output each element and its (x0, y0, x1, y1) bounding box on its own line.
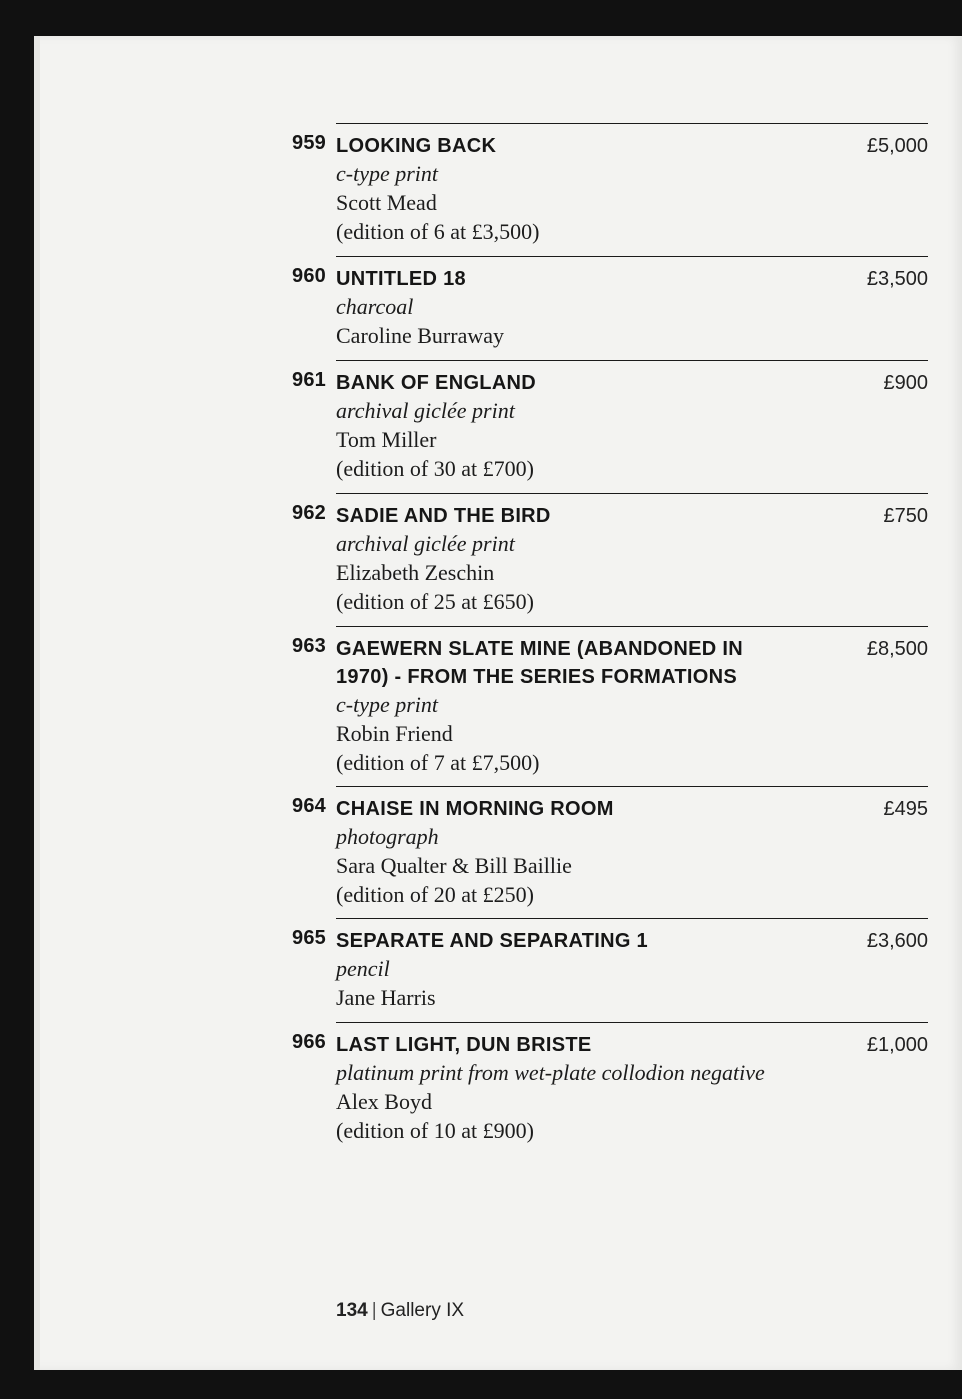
lot-number: 962 (292, 502, 326, 524)
catalogue-entry-960 (292, 256, 928, 350)
footer-separator: | (371, 1300, 377, 1321)
edition-info: (edition of 10 at £900) (336, 1118, 534, 1143)
catalogue-entry-964 (292, 786, 928, 909)
artwork-title: SEPARATE AND SEPARATING 1 (336, 930, 648, 952)
artwork-medium: c-type print (336, 161, 439, 186)
artist-name: Robin Friend (336, 721, 453, 746)
artist-name: Alex Boyd (336, 1089, 432, 1114)
artist-name: Jane Harris (336, 985, 436, 1010)
edition-info: (edition of 25 at £650) (336, 589, 534, 614)
artwork-medium: c-type print (336, 692, 439, 717)
artwork-title: LAST LIGHT, DUN BRISTE (336, 1034, 592, 1056)
artwork-title: CHAISE IN MORNING ROOM (336, 798, 614, 820)
artwork-title: BANK OF ENGLAND (336, 372, 537, 394)
lot-number: 960 (292, 265, 326, 287)
artwork-price: £900 (883, 372, 928, 394)
artwork-title: LOOKING BACK (336, 135, 497, 157)
artist-name: Elizabeth Zeschin (336, 560, 495, 585)
artwork-title: UNTITLED 18 (336, 268, 466, 290)
artwork-price: £8,500 (866, 638, 928, 660)
section-name: Gallery IX (380, 1300, 465, 1321)
artist-name: Sara Qualter & Bill Baillie (336, 853, 572, 878)
artwork-price: £5,000 (866, 135, 928, 157)
lot-number: 959 (292, 132, 326, 154)
artwork-title: SADIE AND THE BIRD (336, 505, 551, 527)
artist-name: Tom Miller (336, 427, 437, 452)
artwork-medium: archival giclée print (336, 398, 515, 423)
catalogue-entry-959 (292, 123, 928, 246)
catalogue-entry-966 (292, 1022, 928, 1145)
artwork-medium: archival giclée print (336, 531, 515, 556)
lot-number: 961 (292, 369, 326, 391)
catalogue-entry-965 (292, 918, 928, 1012)
page-number: 134 (336, 1300, 368, 1321)
artwork-title: GAEWERN SLATE MINE (ABANDONED IN 1970) - FROM THE SERIES FORMATIONS (336, 638, 744, 688)
artwork-price: £3,600 (866, 930, 928, 952)
artwork-price: £3,500 (866, 268, 928, 290)
lot-number: 964 (292, 795, 326, 817)
edition-info: (edition of 20 at £250) (336, 882, 534, 907)
artwork-medium: photograph (336, 824, 439, 849)
catalogue-entry-961 (292, 360, 928, 483)
artist-name: Scott Mead (336, 190, 437, 215)
lot-number: 966 (292, 1031, 326, 1053)
artwork-medium: platinum print from wet-plate collodion negative (336, 1060, 765, 1085)
artwork-medium: pencil (336, 956, 390, 981)
artwork-medium: charcoal (336, 294, 414, 319)
lot-number: 965 (292, 927, 326, 949)
artwork-price: £750 (883, 505, 928, 527)
catalogue-entry-963 (292, 626, 928, 777)
lot-number: 963 (292, 635, 326, 657)
edition-info: (edition of 7 at £7,500) (336, 750, 540, 775)
page-edge (34, 36, 40, 1370)
edition-info: (edition of 6 at £3,500) (336, 219, 540, 244)
page-footer (336, 1300, 464, 1322)
edition-info: (edition of 30 at £700) (336, 456, 534, 481)
artwork-price: £495 (883, 798, 928, 820)
artist-name: Caroline Burraway (336, 323, 504, 348)
catalogue-entry-962 (292, 493, 928, 616)
artwork-price: £1,000 (866, 1034, 928, 1056)
